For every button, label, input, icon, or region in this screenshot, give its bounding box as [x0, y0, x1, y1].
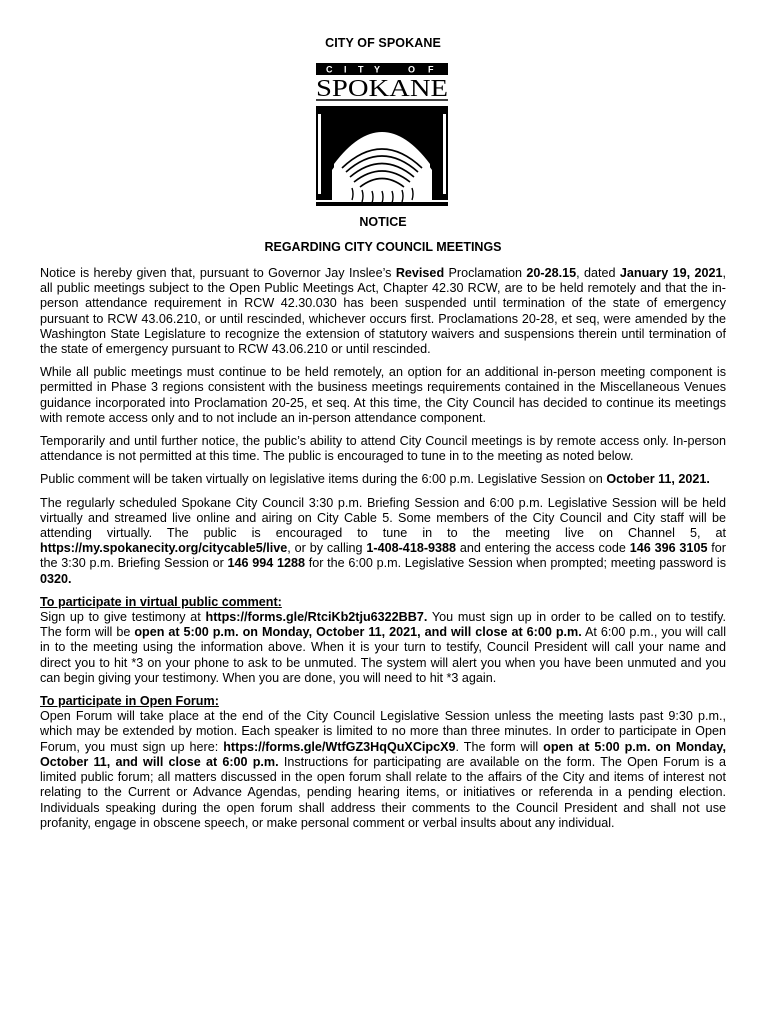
svg-text:O: O — [408, 64, 416, 75]
notice-body — [40, 266, 726, 831]
notice-heading: NOTICE — [359, 215, 407, 229]
svg-text:T: T — [358, 64, 364, 75]
svg-text:Y: Y — [374, 64, 381, 75]
citycable-link[interactable]: https://my.spokanecity.org/citycable5/live — [40, 541, 288, 556]
paragraph-open-forum: Open Forum will take place at the end of the City Council Legislative Session unless the meeting lasts past 9:30 p.m., which may be extended by motion. Each speaker is limited to no more than three minutes. In order to participate in Open Forum, you must sign up here: https://forms.gle/WtfGZ3HqQuXCipcX9. The form will open at 5:00 p.m. on Monday, October 11, and will close at 6:00 p.m. Instructions for participating are available on the form. The Open Forum is a limited public forum; all matters discussed in the open forum shall relate to the affairs of the City and items of interest not relating to the Current or Advance Agendas, pending hearing items, or initiatives or referenda in a pending election. Individuals speaking during the open forum shall address their comments to the Council President and shall not use profanity, engage in obscene speech, or make personal comment or verbal insults about any individual. — [40, 709, 726, 830]
open-forum-form-link[interactable]: https://forms.gle/WtfGZ3HqQuXCipcX9 — [223, 739, 456, 754]
notice-subheading: REGARDING CITY COUNCIL MEETINGS — [264, 240, 502, 254]
svg-text:C: C — [326, 64, 333, 75]
paragraph-remote-access: Temporarily and until further notice, the public’s ability to attend City Council meetings is by remote access only. In-person attendance is not permitted at this time. The public is encouraged to tune in to the meeting as noted below. — [40, 434, 726, 464]
open-forum-heading: To participate in Open Forum: — [40, 694, 219, 709]
svg-text:F: F — [428, 64, 434, 75]
briefing-access-code: 146 396 3105 — [629, 541, 708, 556]
paragraph-public-comment-date: Public comment will be taken virtually on legislative items during the 6:00 p.m. Legislative Session on October 11, 2021. — [40, 472, 710, 487]
org-title: CITY OF SPOKANE — [325, 36, 441, 50]
svg-text:I: I — [344, 64, 347, 75]
paragraph-meeting-access: The regularly scheduled Spokane City Council 3:30 p.m. Briefing Session and 6:00 p.m. Legislative Session will be held virtually and streamed live online and airing on City Cable 5. Some members of the City Council and City staff will be attending virtually. The public is encouraged to tune in to the meeting live on Channel 5, at https://my.spokanecity.org/citycable5/live, or by calling 1-408-418-9388 and entering the access code 146 396 3105 for the 3:30 p.m. Briefing Session or 146 994 1288 for the 6:00 p.m. Legislative Session when prompted; meeting password is 0320. — [40, 495, 727, 586]
logo-wordmark: SPOKANE — [316, 76, 448, 102]
call-in-phone: 1-408-418-9388 — [366, 541, 457, 556]
notice-page — [40, 0, 726, 1024]
paragraph-virtual-comment: Sign up to give testimony at https://forms.gle/RtciKb2tju6322BB7. You must sign up in order to be called on to testify. The form will be open at 5:00 p.m. on Monday, October 11, 2021, and will close at 6:00 p.m. At 6:00 p.m., you will call in to the meeting using the information above. When it is your turn to testify, Council President will call your name and direct you to hit *3 on your phone to ask to be unmuted. The system will alert you when you have been unmuted and you can begin giving your testimony. When you are done, you will need to hit *3 again. — [40, 610, 726, 685]
city-of-spokane-logo-icon — [312, 60, 452, 210]
virtual-comment-heading: To participate in virtual public comment: — [40, 594, 282, 609]
testimony-form-link[interactable]: https://forms.gle/RtciKb2tju6322BB7. — [205, 610, 428, 625]
legislative-access-code: 146 994 1288 — [227, 556, 305, 571]
paragraph-proclamation: Notice is hereby given that, pursuant to Governor Jay Inslee’s Revised Proclamation 20-28.15, dated January 19, 2021, all public meetings subject to the Open Public Meetings Act, Chapter 42.30 RCW, are to be held remotely and that the in-person attendance requirement in RCW 42.30.030 has been suspended until termination of the state of emergency pursuant to RCW 43.06.210, or until rescinded, whichever occurs first. Proclamations 20-28, et seq, were amended by the Washington State Legislature to recognize the extension of statutory waivers and suspensions therein until termination of the state of emergency pursuant to RCW 43.06.210 or until rescinded. — [40, 266, 726, 357]
paragraph-remote-meetings: While all public meetings must continue to be held remotely, an option for an additional in-person meeting component is permitted in Phase 3 regions consistent with the business meetings requirements contained in the Miscellaneous Venues guidance incorporated into Proclamation 20-25, et seq. At this time, the City Council has decided to continue its meetings with remote access only and to not include an in-person attendance component. — [40, 365, 726, 425]
meeting-password: 0320. — [40, 571, 72, 586]
